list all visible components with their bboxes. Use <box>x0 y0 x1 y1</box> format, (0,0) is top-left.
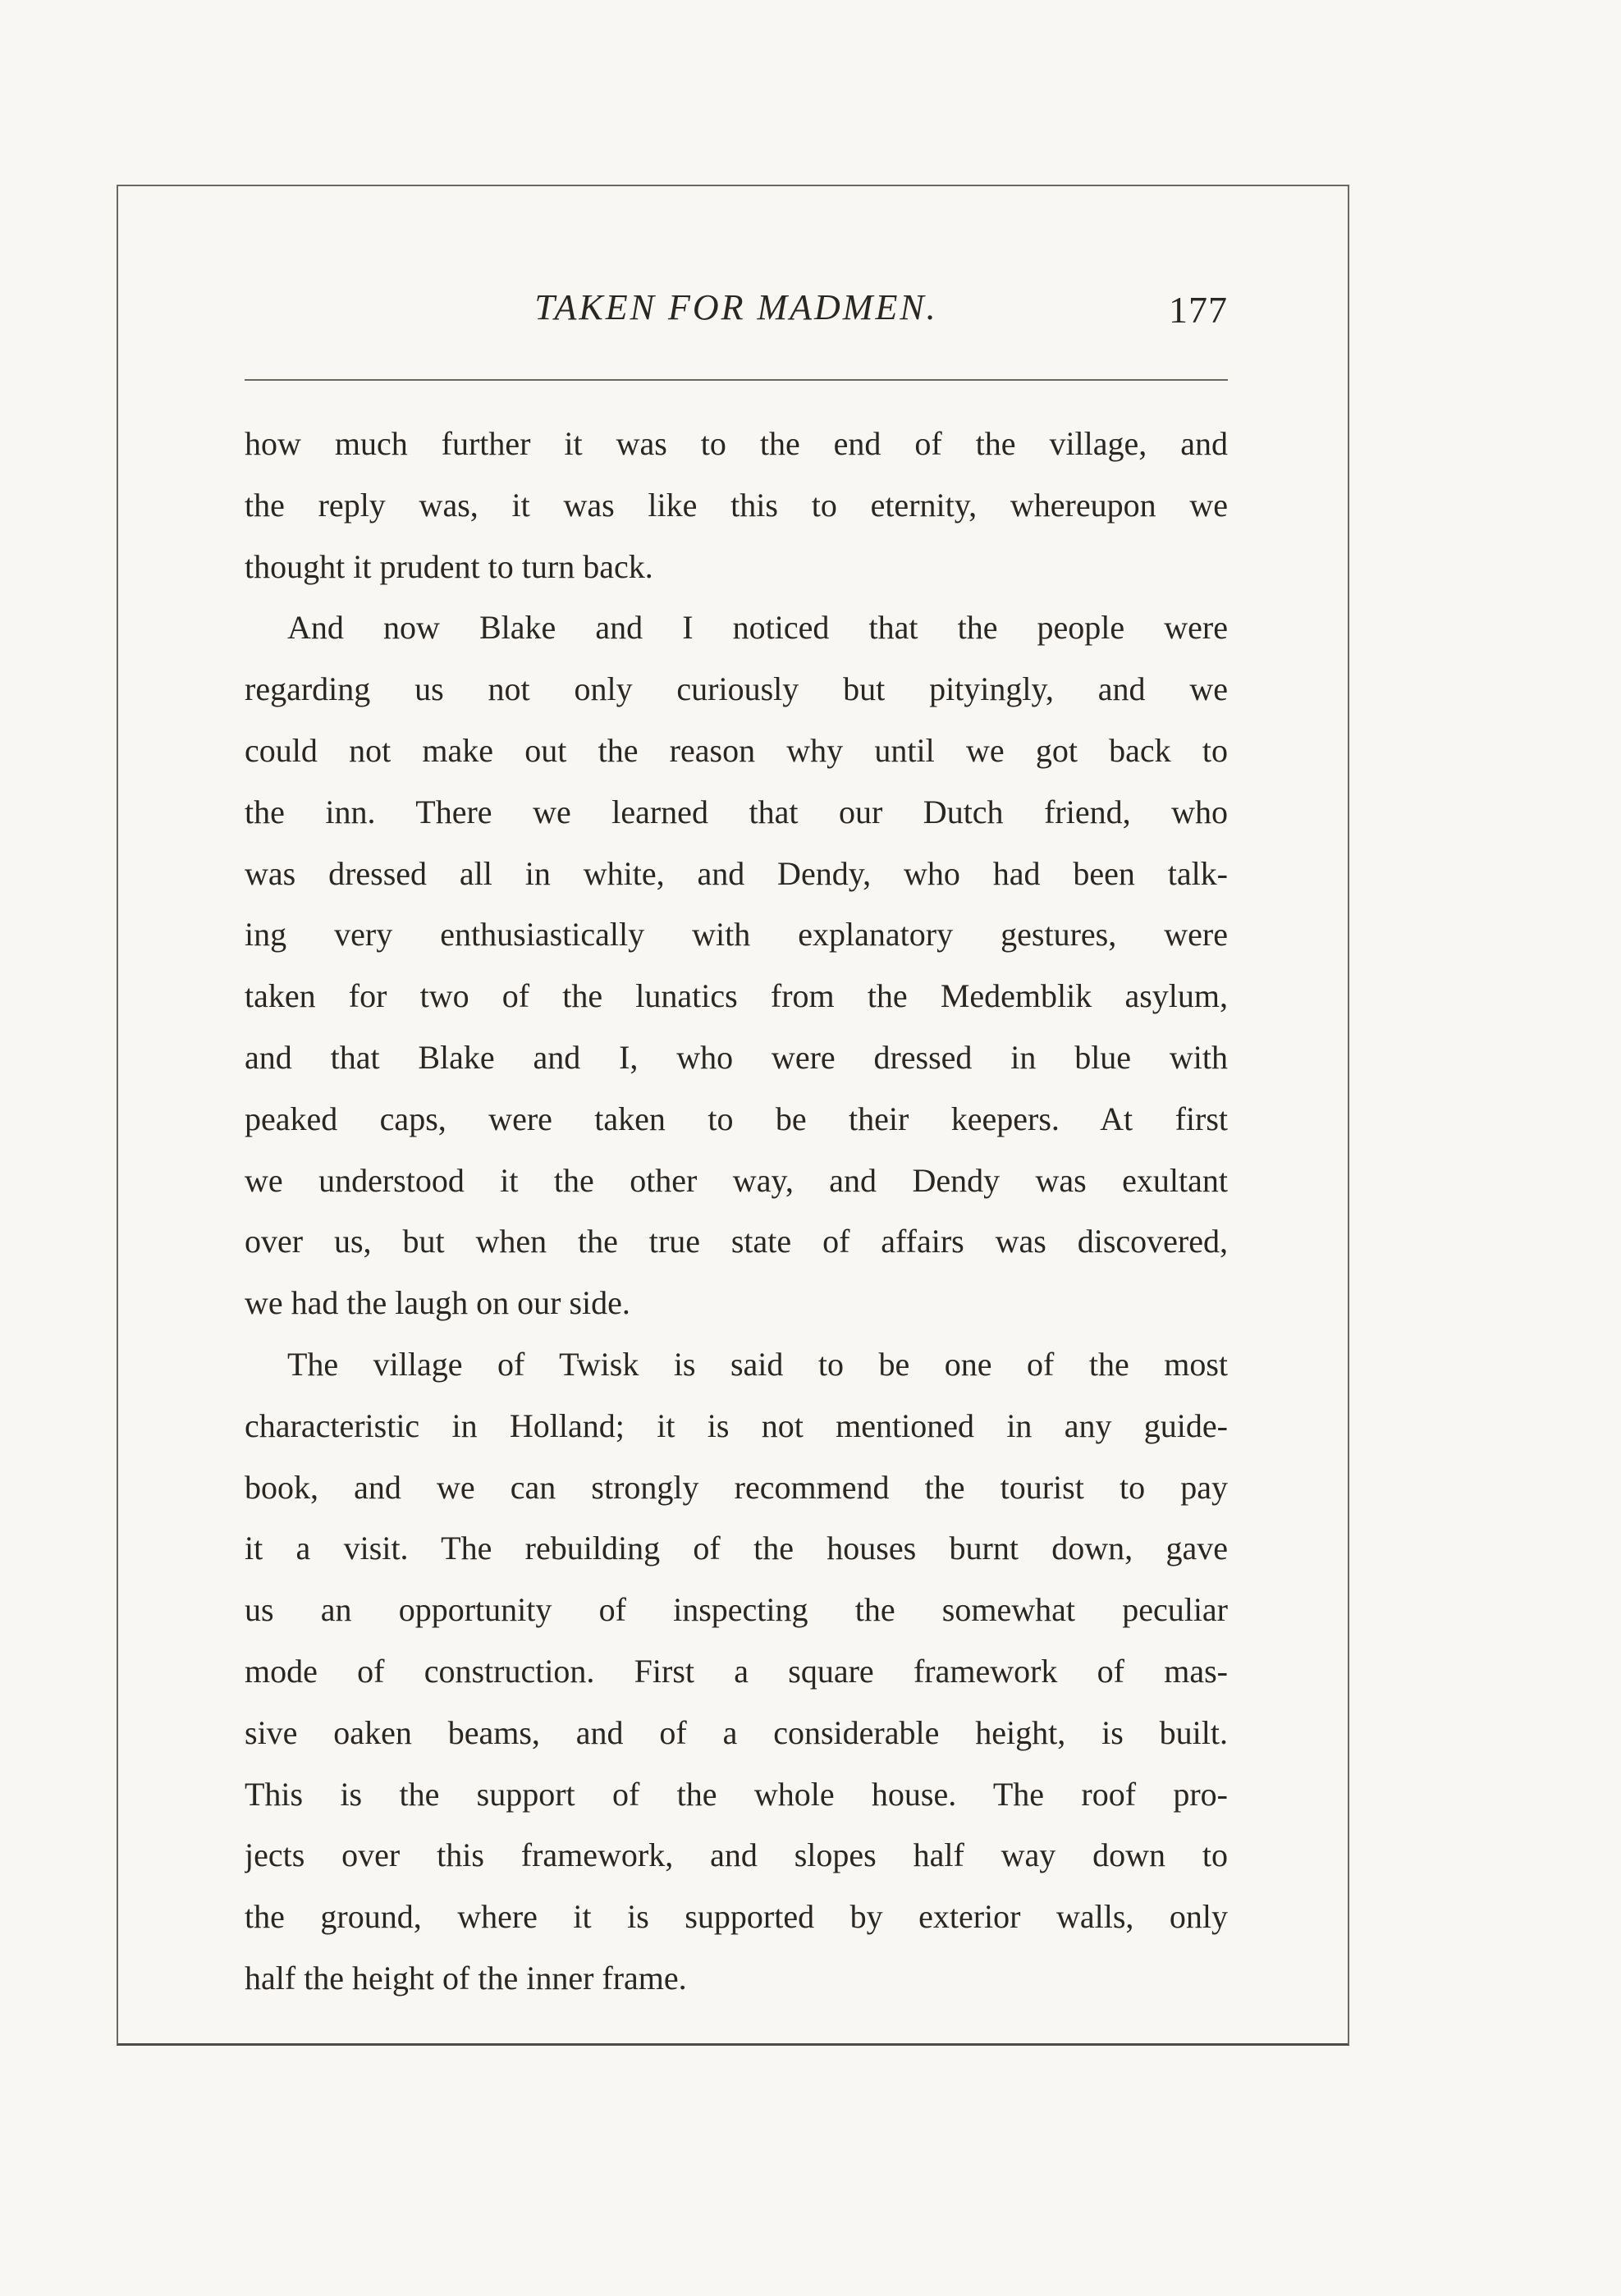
body-text <box>245 414 1228 2010</box>
text-line: thought it prudent to turn back. <box>245 547 653 585</box>
text-line: half the height of the inner frame. <box>245 1959 687 1996</box>
text-line: we had the laugh on our side. <box>245 1284 630 1322</box>
text-line: sive oaken beams, and of a considerable height, is built. <box>245 1713 1228 1751</box>
text-line: how much further it was to the end of the village, and <box>245 425 1228 462</box>
paragraph <box>245 597 1228 1334</box>
text-line: mode of construction. First a square framework of mas- <box>245 1652 1228 1690</box>
text-line: could not make out the reason why until we got back to <box>245 731 1228 769</box>
running-title: TAKEN FOR MADMEN. <box>534 287 938 327</box>
text-line: the ground, where it is supported by exterior walls, only <box>245 1898 1228 1936</box>
text-line: we understood it the other way, and Dendy was exultant <box>245 1161 1228 1199</box>
text-line: peaked caps, were taken to be their keepers. At first <box>245 1100 1228 1137</box>
text-line: and that Blake and I, who were dressed in blue with <box>245 1038 1228 1076</box>
text-line: taken for two of the lunatics from the Medemblik asylum, <box>245 977 1228 1015</box>
header-rule <box>245 379 1228 381</box>
text-line: This is the support of the whole house. The roof pro- <box>245 1775 1228 1813</box>
text-line: us an opportunity of inspecting the somewhat peculiar <box>245 1591 1228 1629</box>
running-head <box>245 283 1228 332</box>
text-line: The village of Twisk is said to be one of the most <box>287 1345 1228 1383</box>
text-line: the reply was, it was like this to eternity, whereupon we <box>245 486 1228 524</box>
text-line: And now Blake and I noticed that the people were <box>287 609 1228 647</box>
text-line: jects over this framework, and slopes half way down to <box>245 1836 1228 1874</box>
text-line: it a visit. The rebuilding of the houses burnt down, gave <box>245 1530 1228 1567</box>
text-line: over us, but when the true state of affairs was discovered, <box>245 1223 1228 1260</box>
page-number: 177 <box>1169 289 1228 331</box>
paragraph <box>245 1334 1228 2010</box>
text-line: was dressed all in white, and Dendy, who had been talk- <box>245 854 1228 892</box>
text-line: regarding us not only curiously but pityingly, and we <box>245 670 1228 708</box>
paragraph <box>245 414 1228 597</box>
text-line: book, and we can strongly recommend the tourist to pay <box>245 1468 1228 1506</box>
text-line: ing very enthusiastically with explanatory gestures, were <box>245 916 1228 954</box>
text-line: characteristic in Holland; it is not mentioned in any guide- <box>245 1406 1228 1444</box>
text-line: the inn. There we learned that our Dutch friend, who <box>245 793 1228 830</box>
